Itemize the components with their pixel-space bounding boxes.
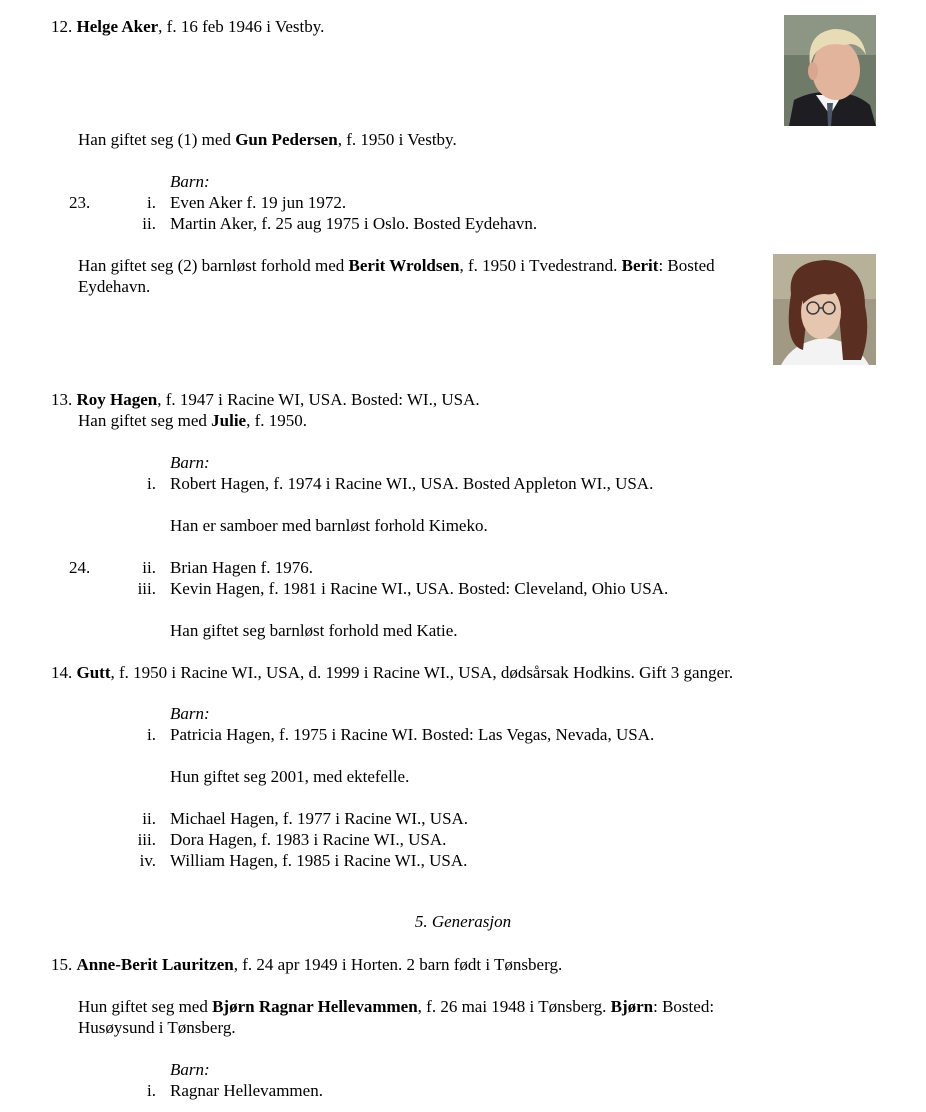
children-heading: Barn:: [170, 1060, 210, 1079]
entry-13-marriage: [78, 410, 307, 431]
entry-15-marriage-line2: Husøysund i Tønsberg.: [78, 1018, 236, 1037]
child-entry: Even Aker f. 19 jun 1972.: [170, 193, 347, 212]
child-entry: Brian Hagen f. 1976.: [170, 558, 314, 577]
person-info: , f. 1947 i Racine WI, USA. Bosted: WI., USA.: [157, 390, 480, 409]
marriage-text: Han giftet seg (1) med: [78, 130, 236, 149]
child-roman-numeral: i.: [147, 725, 156, 744]
entry-12-heading: [51, 16, 324, 37]
spouse-name: Berit Wroldsen: [348, 256, 460, 275]
child-roman-numeral: iii.: [137, 830, 156, 849]
child-entry: Kevin Hagen, f. 1981 i Racine WI., USA. Bosted: Cleveland, Ohio USA.: [170, 579, 669, 598]
child-roman-numeral: i.: [147, 193, 156, 212]
child-entry: Dora Hagen, f. 1983 i Racine WI., USA.: [170, 830, 447, 849]
spouse-info: , f. 1950.: [246, 411, 308, 430]
person-name: Helge Aker: [76, 17, 159, 36]
portrait-photo-berit: [773, 254, 876, 365]
generation-heading: 5. Generasjon: [414, 912, 512, 931]
child-entry: Ragnar Hellevammen.: [170, 1081, 323, 1100]
entry-12-marriage-2-line2: Eydehavn.: [78, 277, 151, 296]
marriage-text: Han giftet seg med: [78, 411, 212, 430]
person-info: , f. 16 feb 1946 i Vestby.: [158, 17, 325, 36]
spouse-name: Gun Pedersen: [235, 130, 338, 149]
child-entry: Robert Hagen, f. 1974 i Racine WI., USA. Bosted Appleton WI., USA.: [170, 474, 654, 493]
child-roman-numeral: ii.: [142, 214, 156, 233]
child-roman-numeral: ii.: [142, 809, 156, 828]
child-roman-numeral: i.: [147, 474, 156, 493]
spouse-short-name: Berit: [621, 256, 659, 275]
spouse-name: Julie: [211, 411, 247, 430]
entry-number: 13.: [51, 390, 73, 409]
marriage-text: Han giftet seg (2) barnløst forhold med: [78, 256, 349, 275]
spouse-short-name: Bjørn: [610, 997, 654, 1016]
spouse-residence: : Bosted: [658, 256, 715, 275]
child-entry: Michael Hagen, f. 1977 i Racine WI., USA.: [170, 809, 469, 828]
spouse-residence: : Bosted:: [653, 997, 715, 1016]
entry-number: 12.: [51, 17, 73, 36]
children-heading: Barn:: [170, 453, 210, 472]
child-roman-numeral: i.: [147, 1081, 156, 1100]
person-name: Gutt: [76, 663, 111, 682]
entry-13-heading: [51, 389, 480, 410]
child-roman-numeral: ii.: [142, 558, 156, 577]
portrait-photo-helge: [784, 15, 876, 126]
entry-15-heading: [51, 954, 562, 975]
spouse-info: , f. 1950 i Tvedestrand.: [459, 256, 622, 275]
child-entry: Patricia Hagen, f. 1975 i Racine WI. Bosted: Las Vegas, Nevada, USA.: [170, 725, 655, 744]
child-ref-number: 23.: [69, 193, 91, 212]
entry-12-marriage-1: [78, 129, 457, 150]
marriage-text: Hun giftet seg med: [78, 997, 213, 1016]
spouse-info: , f. 1950 i Vestby.: [337, 130, 457, 149]
child-ref-number: 24.: [69, 558, 91, 577]
entry-number: 15.: [51, 955, 73, 974]
spouse-name: Bjørn Ragnar Hellevammen: [212, 997, 418, 1016]
spouse-info: , f. 26 mai 1948 i Tønsberg.: [417, 997, 611, 1016]
person-info: , f. 1950 i Racine WI., USA, d. 1999 i Racine WI., USA, dødsårsak Hodkins. Gift 3 ganger.: [110, 663, 734, 682]
child-note: Han giftet seg barnløst forhold med Katie.: [170, 621, 458, 640]
person-info: , f. 24 apr 1949 i Horten. 2 barn født i Tønsberg.: [233, 955, 563, 974]
child-entry: Martin Aker, f. 25 aug 1975 i Oslo. Bosted Eydehavn.: [170, 214, 538, 233]
entry-12-marriage-2: [78, 255, 715, 276]
child-note: Han er samboer med barnløst forhold Kimeko.: [170, 516, 488, 535]
person-name: Anne-Berit Lauritzen: [76, 955, 234, 974]
children-heading: Barn:: [170, 704, 210, 723]
entry-15-marriage: [78, 996, 714, 1017]
child-note: Hun giftet seg 2001, med ektefelle.: [170, 767, 410, 786]
person-name: Roy Hagen: [76, 390, 158, 409]
entry-14-heading: [51, 662, 733, 683]
children-heading: Barn:: [170, 172, 210, 191]
child-entry: William Hagen, f. 1985 i Racine WI., USA.: [170, 851, 468, 870]
entry-number: 14.: [51, 663, 73, 682]
child-roman-numeral: iv.: [139, 851, 156, 870]
child-roman-numeral: iii.: [137, 579, 156, 598]
